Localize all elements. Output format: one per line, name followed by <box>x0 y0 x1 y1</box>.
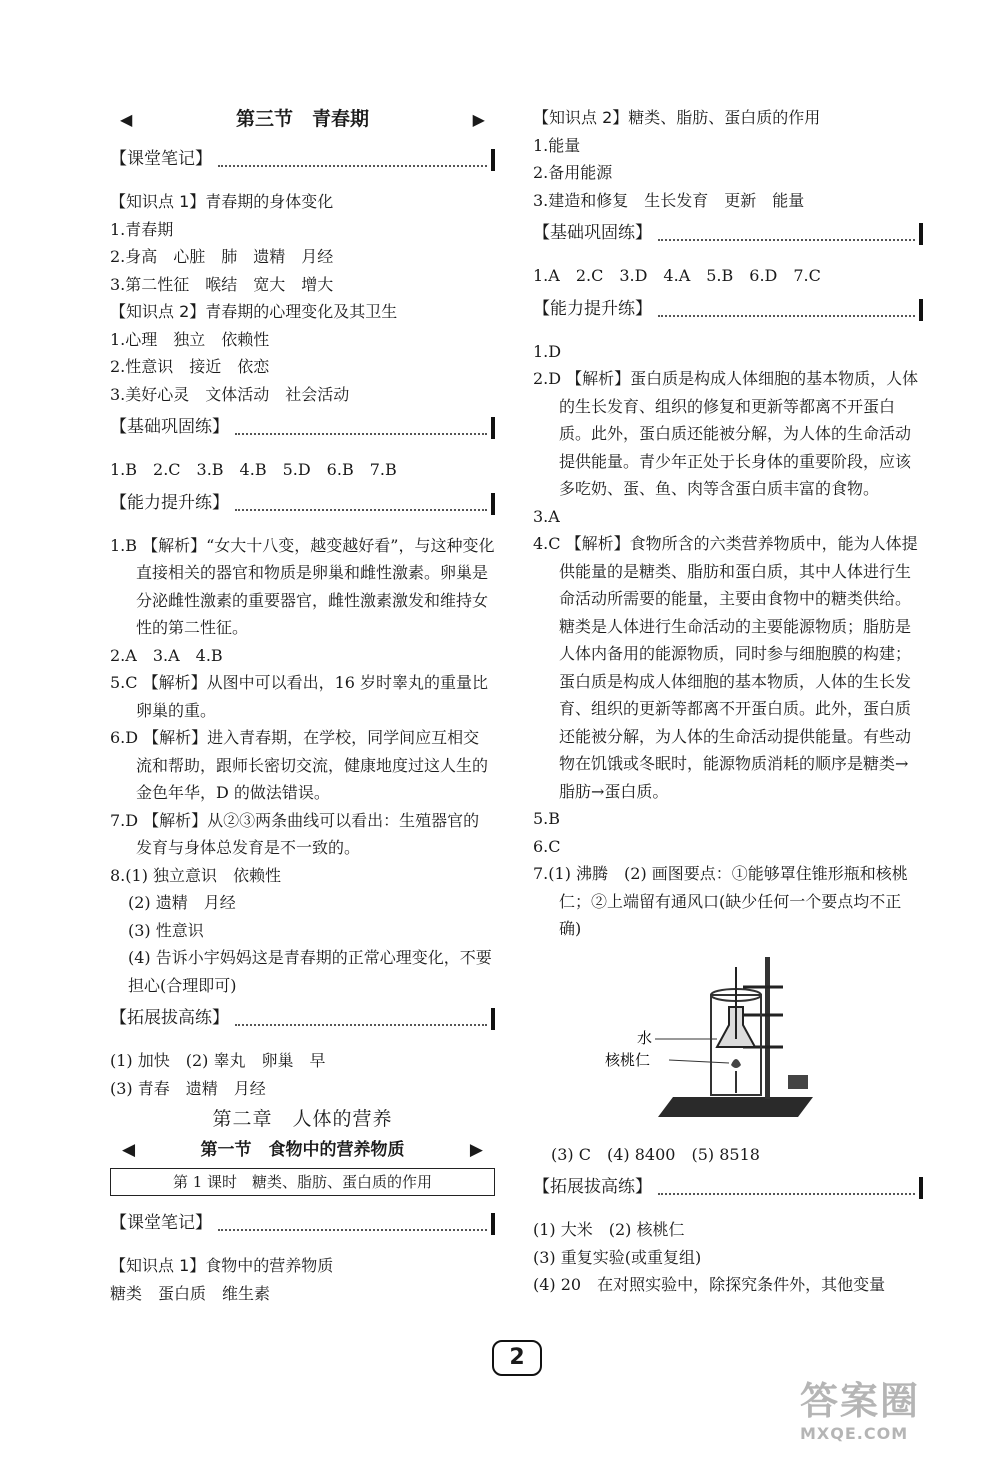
header-label: 【基础巩固练】 <box>533 223 652 244</box>
answer-line: 1.B 2.C 3.B 4.B 5.D 6.B 7.B <box>110 460 397 479</box>
dotted-leader <box>235 497 487 511</box>
header-label: 【能力提升练】 <box>533 298 652 319</box>
basic-practice-header <box>533 214 923 254</box>
answer-line: 1.A 2.C 3.D 4.A 5.B 6.D 7.C <box>533 266 821 285</box>
header-end-bar <box>491 417 495 439</box>
answer-line: (1) 大米 (2) 核桃仁 <box>533 1220 685 1239</box>
note-line: 【知识点 2】糖类、脂肪、蛋白质的作用 <box>533 108 821 127</box>
note-line: 【知识点 1】青春期的身体变化 <box>110 192 334 211</box>
answer-item: 6.C <box>533 836 561 856</box>
walnut-label: 核桃仁 <box>605 1050 651 1069</box>
answer-item: 2.D 【解析】蛋白质是构成人体细胞的基本物质，人体的生长发育、组织的修复和更新等都离不开蛋白质。此外，蛋白质还能被分解，为人体的生命活动提供能量。青少年正处于长身体的重要阶段，应该多吃奶、蛋、鱼、肉等含蛋白质丰富的食物。 <box>533 369 919 498</box>
answer-item: 5.C 【解析】从图中可以看出，16 岁时睾丸的重量比卵巢的重。 <box>110 673 489 720</box>
answer-item: 3.A <box>533 506 560 526</box>
dotted-leader <box>235 1012 487 1026</box>
lesson-title-box: 第 1 课时 糖类、脂肪、蛋白质的作用 <box>110 1168 495 1196</box>
header-end-bar <box>491 149 495 171</box>
burning-walnut <box>731 1059 741 1068</box>
apparatus-illustration <box>605 947 853 1137</box>
triangle-left-icon: ◀ <box>120 110 133 130</box>
chapter-title: 第二章 人体的营养 <box>212 1108 393 1130</box>
answer-item: 8.(1) 独立意识 依赖性 <box>110 865 282 885</box>
extension-practice-header <box>533 1168 923 1208</box>
header-label: 【课堂笔记】 <box>110 1213 212 1234</box>
note-line: 3.第二性征 喉结 宽大 增大 <box>110 274 334 294</box>
header-end-bar <box>491 1213 495 1235</box>
note-line: 1.青春期 <box>110 219 174 239</box>
side-object <box>788 1075 808 1089</box>
answer-item: 6.D 【解析】进入青春期，在学校，同学间应互相交流和帮助，跟师长密切交流，健康地度过这人生的金色年华，D 的做法错误。 <box>110 728 489 802</box>
experiment-apparatus-figure <box>605 947 853 1137</box>
answer-item: 1.D <box>533 341 562 361</box>
water-label: 水 <box>637 1028 653 1047</box>
section-title-nutrients <box>110 1136 495 1166</box>
dotted-leader <box>658 227 915 241</box>
answer-subitem: (3) 性意识 <box>128 920 204 940</box>
answer-line: (1) 加快 (2) 睾丸 卵巢 早 <box>110 1051 326 1070</box>
answer-subitem: (4) 告诉小宇妈妈这是青春期的正常心理变化，不要担心(合理即可) <box>128 948 492 995</box>
dotted-leader <box>235 421 487 435</box>
left-column <box>110 100 495 1307</box>
header-end-bar <box>919 1177 923 1199</box>
section-title-text: 第三节 青春期 <box>235 108 369 131</box>
header-end-bar <box>491 1008 495 1030</box>
note-line: 3.美好心灵 文体活动 社会活动 <box>110 384 350 404</box>
note-line: 2.身高 心脏 肺 遗精 月经 <box>110 247 334 266</box>
section-title-puberty <box>110 100 495 140</box>
stand-base <box>658 1097 813 1117</box>
note-line: 2.备用能源 <box>533 163 613 182</box>
answer-item: 4.C 【解析】食物所含的六类营养物质中，能为人体提供能量的是糖类、脂肪和蛋白质，其中人体进行生命活动所需要的能量，主要由食物中的糖类供给。糖类是人体进行生命活动的主要能源物质；脂肪是人体内备用的能源物质，同时参与细胞膜的构建；蛋白质是构成人体细胞的基本物质，人体的生长发育、组织的更新等都离不开蛋白质。此外，蛋白质还能被分解，为人体的生命活动提供能量。有些动物在饥饿或冬眠时，能源物质消耗的顺序是糖类→脂肪→蛋白质。 <box>533 534 918 801</box>
class-notes-header <box>110 140 495 180</box>
note-line: 【知识点 2】青春期的心理变化及其卫生 <box>110 302 398 321</box>
walnut-leader-line <box>669 1060 729 1063</box>
header-label: 【能力提升练】 <box>110 492 229 513</box>
note-line: 3.建造和修复 生长发育 更新 能量 <box>533 190 805 210</box>
watermark-text: 答案圈 <box>800 1379 921 1423</box>
dotted-leader <box>658 1181 915 1195</box>
watermark <box>800 1380 990 1450</box>
header-label: 【拓展拔高练】 <box>533 1177 652 1198</box>
right-column <box>533 104 923 1299</box>
header-end-bar <box>491 493 495 515</box>
note-line: 【知识点 1】食物中的营养物质 <box>110 1256 334 1275</box>
triangle-left-icon: ◀ <box>122 1140 136 1161</box>
triangle-right-icon: ▶ <box>472 110 485 130</box>
answer-item: 1.B 【解析】“女大十八变，越变越好看”，与这种变化直接相关的器官和物质是卵巢和雌性激素。卵巢是分泌雌性激素的重要器官，雌性激素激发和维持女性的第二性征。 <box>110 535 495 637</box>
note-line: 1.心理 独立 依赖性 <box>110 329 270 349</box>
answer-subitem: (3) C (4) 8400 (5) 8518 <box>551 1144 760 1164</box>
header-end-bar <box>919 223 923 245</box>
header-label: 【基础巩固练】 <box>110 417 229 438</box>
dotted-leader <box>218 153 487 167</box>
answer-item: 7.D 【解析】从②③两条曲线可以看出：生殖器官的发育与身体总发育是不一致的。 <box>110 810 480 857</box>
note-line: 糖类 蛋白质 维生素 <box>110 1283 271 1303</box>
ability-practice-header <box>110 484 495 524</box>
note-line: 1.能量 <box>533 135 581 155</box>
dotted-leader <box>658 303 915 317</box>
basic-practice-header <box>110 408 495 448</box>
answer-line: (3) 重复实验(或重复组) <box>533 1247 702 1267</box>
answer-item: 2.A 3.A 4.B <box>110 645 223 665</box>
ability-practice-header <box>533 290 923 330</box>
stand-rod <box>765 957 770 1099</box>
watermark-url: MXQE.COM <box>800 1424 909 1443</box>
header-end-bar <box>919 299 923 321</box>
page-number: 2 <box>492 1340 542 1376</box>
dotted-leader <box>218 1217 487 1231</box>
answer-subitem: (2) 遗精 月经 <box>128 893 236 912</box>
header-label: 【拓展拔高练】 <box>110 1008 229 1029</box>
extension-practice-header <box>110 999 495 1039</box>
answer-line: (3) 青春 遗精 月经 <box>110 1078 266 1098</box>
class-notes-header-2 <box>110 1204 495 1244</box>
header-label: 【课堂笔记】 <box>110 149 212 170</box>
answer-line: (4) 20 在对照实验中，除探究条件外，其他变量 <box>533 1275 886 1294</box>
triangle-right-icon: ▶ <box>469 1140 483 1161</box>
section-title-text: 第一节 食物中的营养物质 <box>200 1140 405 1161</box>
answer-item: 5.B <box>533 809 561 828</box>
answer-item: 7.(1) 沸腾 (2) 画图要点：①能够罩住锥形瓶和核桃仁；②上端留有通风口(缺少任何一个要点均不正确) <box>533 864 908 938</box>
note-line: 2.性意识 接近 依恋 <box>110 357 270 376</box>
